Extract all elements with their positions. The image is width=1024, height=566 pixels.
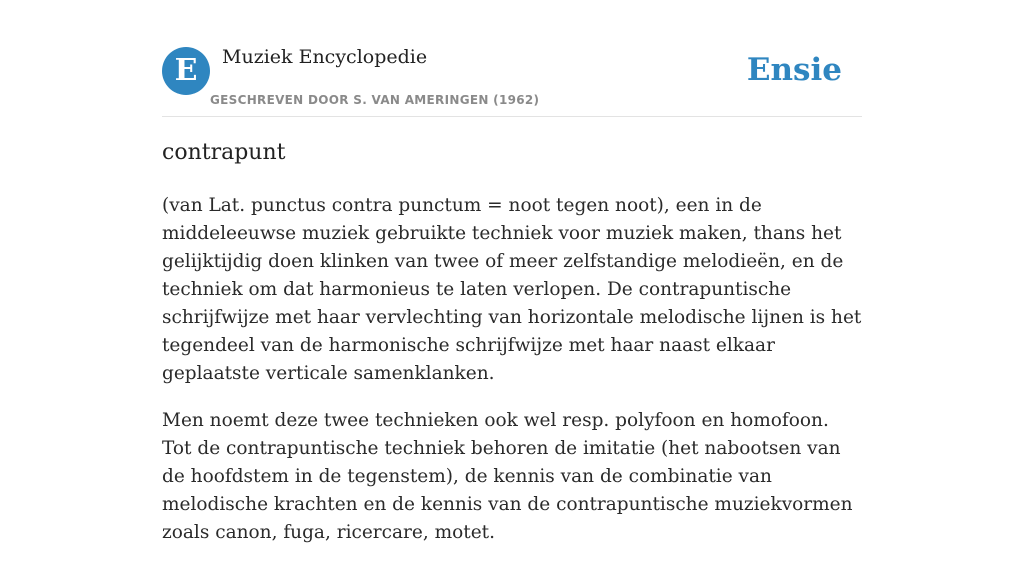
ensie-logo[interactable]: Ensie [746, 52, 842, 88]
book-logo-icon[interactable]: E [162, 47, 210, 95]
book-title[interactable]: Muziek Encyclopedie [222, 46, 428, 68]
entry-body [162, 192, 862, 566]
header [162, 46, 862, 117]
entry-term: contrapunt [162, 140, 286, 165]
author-byline: GESCHREVEN DOOR S. VAN AMERINGEN (1962) [210, 93, 540, 107]
entry-paragraph-1: (van Lat. punctus contra punctum = noot tegen noot), een in de middeleeuwse muziek gebruikte techniek voor muziek maken, thans het gelijktijdig doen klinken van twee of meer zelfstandige melodieën, en de techniek om dat harmonieus te laten verlopen. De contrapuntische schrijfwijze met haar vervlechting van horizontale melodische lijnen is het tegendeel van de harmonische schrijfwijze met haar naast elkaar geplaatste verticale samenklanken. [162, 195, 862, 384]
entry-paragraph-2: Men noemt deze twee technieken ook wel resp. polyfoon en homofoon. Tot de contrapuntische techniek behoren de imitatie (het nabootsen van de hoofdstem in de tegenstem), de kennis van de combinatie van melodische krachten en de kennis van de contrapuntische muziekvormen zoals canon, fuga, ricercare, motet. [162, 410, 853, 543]
